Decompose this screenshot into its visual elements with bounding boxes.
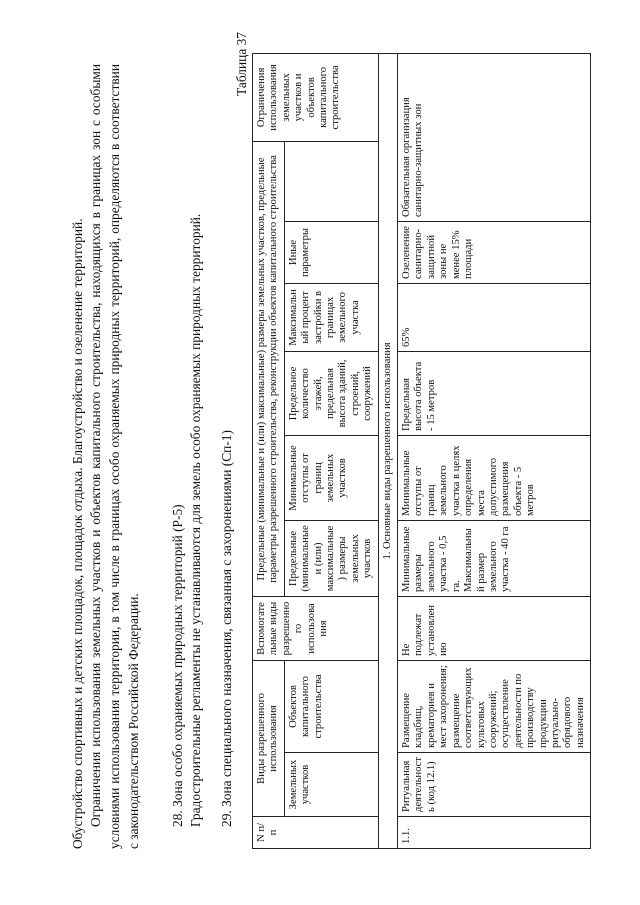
cell-sizes: Минимальные размеры земельного участка - 0,5 га. Максимальный размер земельного участка - 40 га — [398, 520, 591, 596]
header-sizes: Предельные (минимальные и (или) максимальные) размеры земельных участков — [284, 520, 378, 596]
table-header-row-2 — [284, 53, 378, 848]
table-header-row-1 — [253, 53, 285, 848]
header-params: Предельные (минимальные и (или) максимальные) размеры земельных участков, предельные параметры разрешенного строительства, реконструкции объектов капитального строительства — [253, 141, 285, 596]
header-num: N п/п — [253, 817, 379, 849]
cell-aux: Не подлежат установлению — [398, 596, 591, 660]
table-row — [398, 53, 591, 848]
cell-num: 1.1. — [398, 817, 591, 849]
cell-objects: Размещение кладбищ, крематориев и мест захоронения; размещение соответствующих культовых сооружений; осуществление деятельности по производству продукции ритуально-обрядового назначения — [398, 660, 591, 752]
section-main-uses: 1. Основные виды разрешенного использования — [378, 53, 397, 848]
table-section-row — [378, 53, 397, 848]
zone-regulations-table — [252, 53, 591, 849]
header-restrictions: Ограничения использования земельных участков и объектов капитального строительства — [253, 53, 379, 141]
header-land: Земельных участков — [284, 753, 378, 817]
cell-setbacks: Минимальные отступы от границ земельного участка в целях определения места допустимого размещения объекта - 5 метров — [398, 435, 591, 520]
zone-29-title: 29. Зона специального назначения, связанная с захоронениями (Сп-1) — [219, 430, 234, 827]
cell-restrictions: Обязательная организация санитарно-защитных зон — [398, 53, 591, 221]
cell-other: Озеленение санитарно-защитной зоны не менее 15% площади — [398, 221, 591, 283]
table-caption: Таблица 37 — [234, 32, 249, 96]
header-coverage: Максимальный процент застройки в границах земельного участка — [284, 283, 378, 351]
cell-land: Ритуальная деятельность (код 12.1) — [398, 753, 591, 817]
cell-coverage: 65% — [398, 283, 591, 351]
header-floors: Предельное количество этажей, предельная высота зданий, строений, сооружений — [284, 351, 378, 435]
header-use-types: Виды разрешенного использования — [253, 660, 285, 816]
header-setbacks: Минимальные отступы от границ земельных участков — [284, 435, 378, 520]
paragraph-landscaping: Обустройство спортивных и детских площадок, площадок отдыха. Благоустройство и озеленение территорий. — [70, 218, 85, 849]
header-other: Иные параметры — [284, 221, 378, 283]
header-objects: Объектов капитального строительства — [284, 660, 378, 752]
zone-28-text: Градостроительные регламенты не устанавливаются для земель особо охраняемых природных территорий. — [188, 213, 203, 827]
zone-28-title: 28. Зона особо охраняемых природных территорий (Р-5) — [170, 504, 185, 827]
cell-floors: Предельная высота объекта - 15 метров — [398, 351, 591, 435]
header-aux-types: Вспомогательные виды разрешенного использования — [253, 596, 379, 660]
paragraph-restrictions: Ограничения использования земельных участков и объектов капитального строительства, находящихся в границах зон с особыми условиями использования территории, в том числе в границах особо охраняемых природных территорий, определяются в соответствии с законодательством Российской Федерации. — [88, 64, 141, 849]
